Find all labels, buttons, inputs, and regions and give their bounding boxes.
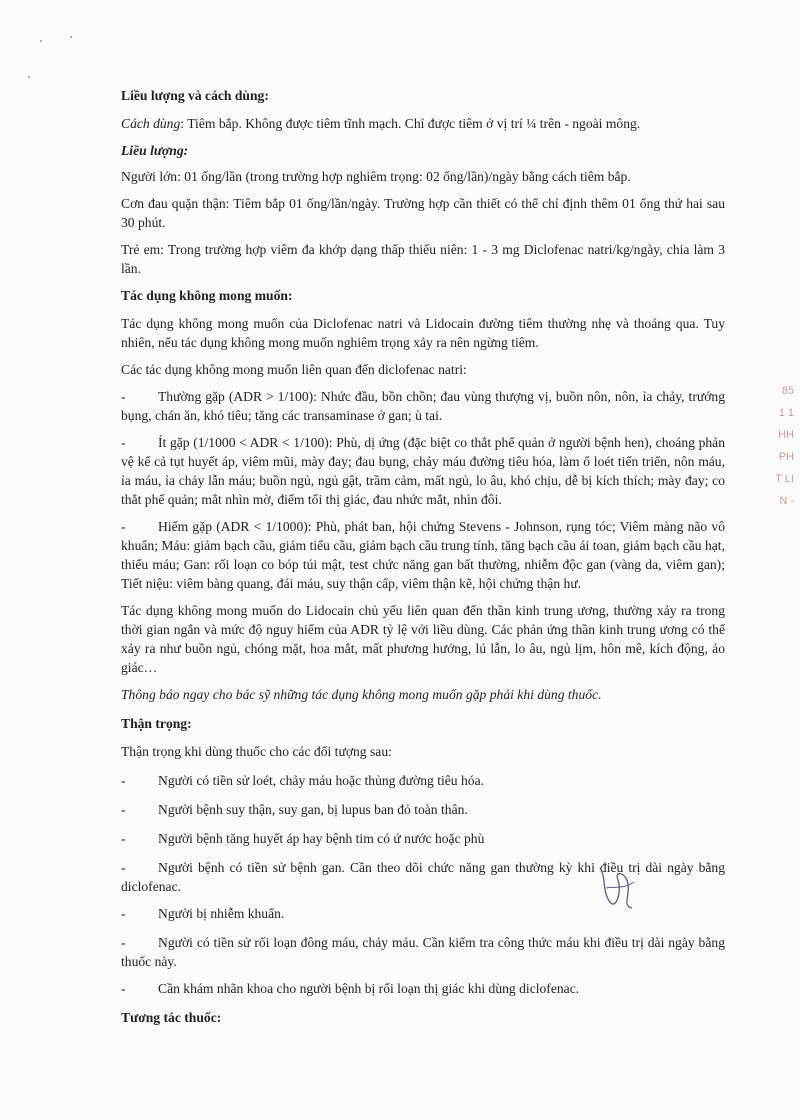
dose-heading: Liều lượng: [121,143,189,158]
caution-heading: Thận trọng: [121,716,192,731]
bullet-dash: - [121,389,126,404]
stamp-text: HH [778,429,794,441]
bullet-dash: - [121,773,126,788]
bullet-dash: - [121,831,126,846]
stamp-fragment [764,380,794,512]
caution-item [121,829,725,848]
usage-text: : Tiêm bắp. Không được tiêm tĩnh mạch. Chỉ được tiêm ở vị trí ¼ trên - ngoài mông. [180,116,641,131]
stamp-text: 85 [781,385,794,397]
renal-colic-dose: Cơn đau quặn thận: Tiêm bắp 01 ống/lần/ngày. Trường hợp cần thiết có thể chỉ định thêm 01 ống thứ hai sau 30 phút. [121,196,725,230]
scan-speck [40,40,42,42]
bullet-dash: - [121,435,126,450]
caution-item [121,771,725,790]
child-dose: Trẻ em: Trong trường hợp viêm đa khớp dạng thấp thiếu niên: 1 - 3 mg Diclofenac natri/kg/ngày, chia làm 3 lần. [121,242,725,276]
adverse-item-text: Hiếm gặp (ADR < 1/1000): Phù, phát ban, hội chứng Stevens - Johnson, rụng tóc; Viêm màng não vô khuẩn; Máu: giảm bạch cầu, giảm tiểu cầu, giảm bạch cầu trung tính, tăng bạch cầu ái toan, giảm bạch cầu hạt, thiếu máu; Gan: rối loạn co bóp túi mật, test chức năng gan bất thường, nhiễm độc gan (vàng da, viêm gan); Tiết niệu: viêm bàng quang, đái máu, suy thận cấp, viêm thận kẽ, hội chứng thận hư. [121,519,725,591]
stamp-text: 1 1 [778,407,794,419]
adverse-item-text: Thường gặp (ADR > 1/100): Nhức đầu, bồn chồn; đau vùng thượng vị, buồn nôn, nôn, ỉa chảy, trướng bụng, chán ăn, khó tiêu; tăng các transaminase ở gan; ù tai. [121,389,725,423]
bullet-dash: - [121,906,126,921]
caution-item-text: Người bệnh tăng huyết áp hay bệnh tim có ứ nước hoặc phù [158,831,485,846]
stamp-text: N - [779,495,794,507]
signature-mark [592,862,640,914]
caution-item-text: Người có tiền sử rối loạn đông máu, chảy máu. Cần kiểm tra công thức máu khi điều trị dài ngày bằng thuốc này. [121,935,725,969]
caution-item-text: Người bệnh có tiền sử bệnh gan. Cần theo dõi chức năng gan thường kỳ khi điều trị dài ngày bằng diclofenac. [121,860,725,894]
adverse-item-text: Ít gặp (1/1000 < ADR < 1/100): Phù, dị ứng (đặc biệt co thắt phế quản ở người bệnh hen), choáng phản vệ kể cả tụt huyết áp, viêm mũi, mày đay; đau bụng, chảy máu đường tiêu hóa, làm ổ loét tiến triển, nôn máu, ỉa máu, ỉa chảy lẫn máu; buồn ngủ, ngủ gật, trầm cảm, mất ngủ, lo âu, khó chịu, dễ bị kích thích; mày đay; co thắt phế quản; mắt nhìn mờ, điểm tối thị giác, đau nhức mắt, nhìn đôi. [121,435,725,507]
caution-intro: Thận trọng khi dùng thuốc cho các đối tượng sau: [121,744,392,759]
adverse-intro: Tác dụng không mong muốn của Diclofenac natri và Lidocain đường tiêm thường nhẹ và thoáng qua. Tuy nhiên, nếu tác dụng không mong muốn nghiêm trọng xảy ra nên ngừng tiêm. [121,316,725,350]
caution-item [121,933,725,971]
caution-item-text: Người có tiền sử loét, chảy máu hoặc thủng đường tiêu hóa. [158,773,485,788]
bullet-dash: - [121,860,126,875]
scan-speck [28,76,30,78]
bullet-dash: - [121,981,126,996]
adverse-item-uncommon [121,433,725,509]
interaction-heading: Tương tác thuốc: [121,1010,222,1025]
caution-item-text: Người bệnh suy thận, suy gan, bị lupus ban đỏ toàn thân. [158,802,468,817]
scan-speck [70,36,72,38]
usage-label: Cách dùng [121,116,181,131]
lidocain-paragraph: Tác dụng không mong muốn do Lidocain chủ yếu liên quan đến thần kinh trung ương, thường xảy ra trong thời gian ngắn và mức độ nguy hiểm của ADR tỷ lệ với liều dùng. Các phản ứng thần kinh trung ương có thể xảy ra như buồn ngủ, chóng mặt, hoa mắt, mất phương hướng, lú lẫn, lo âu, ngủ lịm, hôn mê, kích động, ảo giác… [121,603,725,675]
bullet-dash: - [121,802,126,817]
adverse-item-common [121,387,725,425]
caution-item-text: Người bị nhiễm khuẩn. [158,906,285,921]
usage-paragraph [121,114,725,133]
notice-text: Thông báo ngay cho bác sỹ những tác dụng không mong muốn gặp phải khi dùng thuốc. [121,687,602,702]
adverse-heading: Tác dụng không mong muốn: [121,288,293,303]
stamp-text: PH [778,451,794,463]
caution-item-text: Cần khám nhãn khoa cho người bệnh bị rối loạn thị giác khi dùng diclofenac. [158,981,580,996]
adverse-item-rare [121,517,725,593]
caution-item [121,800,725,819]
stamp-text: T LI [775,473,794,485]
bullet-dash: - [121,935,126,950]
adult-dose: Người lớn: 01 ống/lần (trong trường hợp nghiêm trọng: 02 ống/lần)/ngày bằng cách tiêm bắp. [121,169,631,184]
bullet-dash: - [121,519,126,534]
caution-item [121,979,725,998]
diclofenac-intro: Các tác dụng không mong muốn liên quan đến diclofenac natri: [121,362,467,377]
dosage-heading: Liều lượng và cách dùng: [121,88,269,103]
